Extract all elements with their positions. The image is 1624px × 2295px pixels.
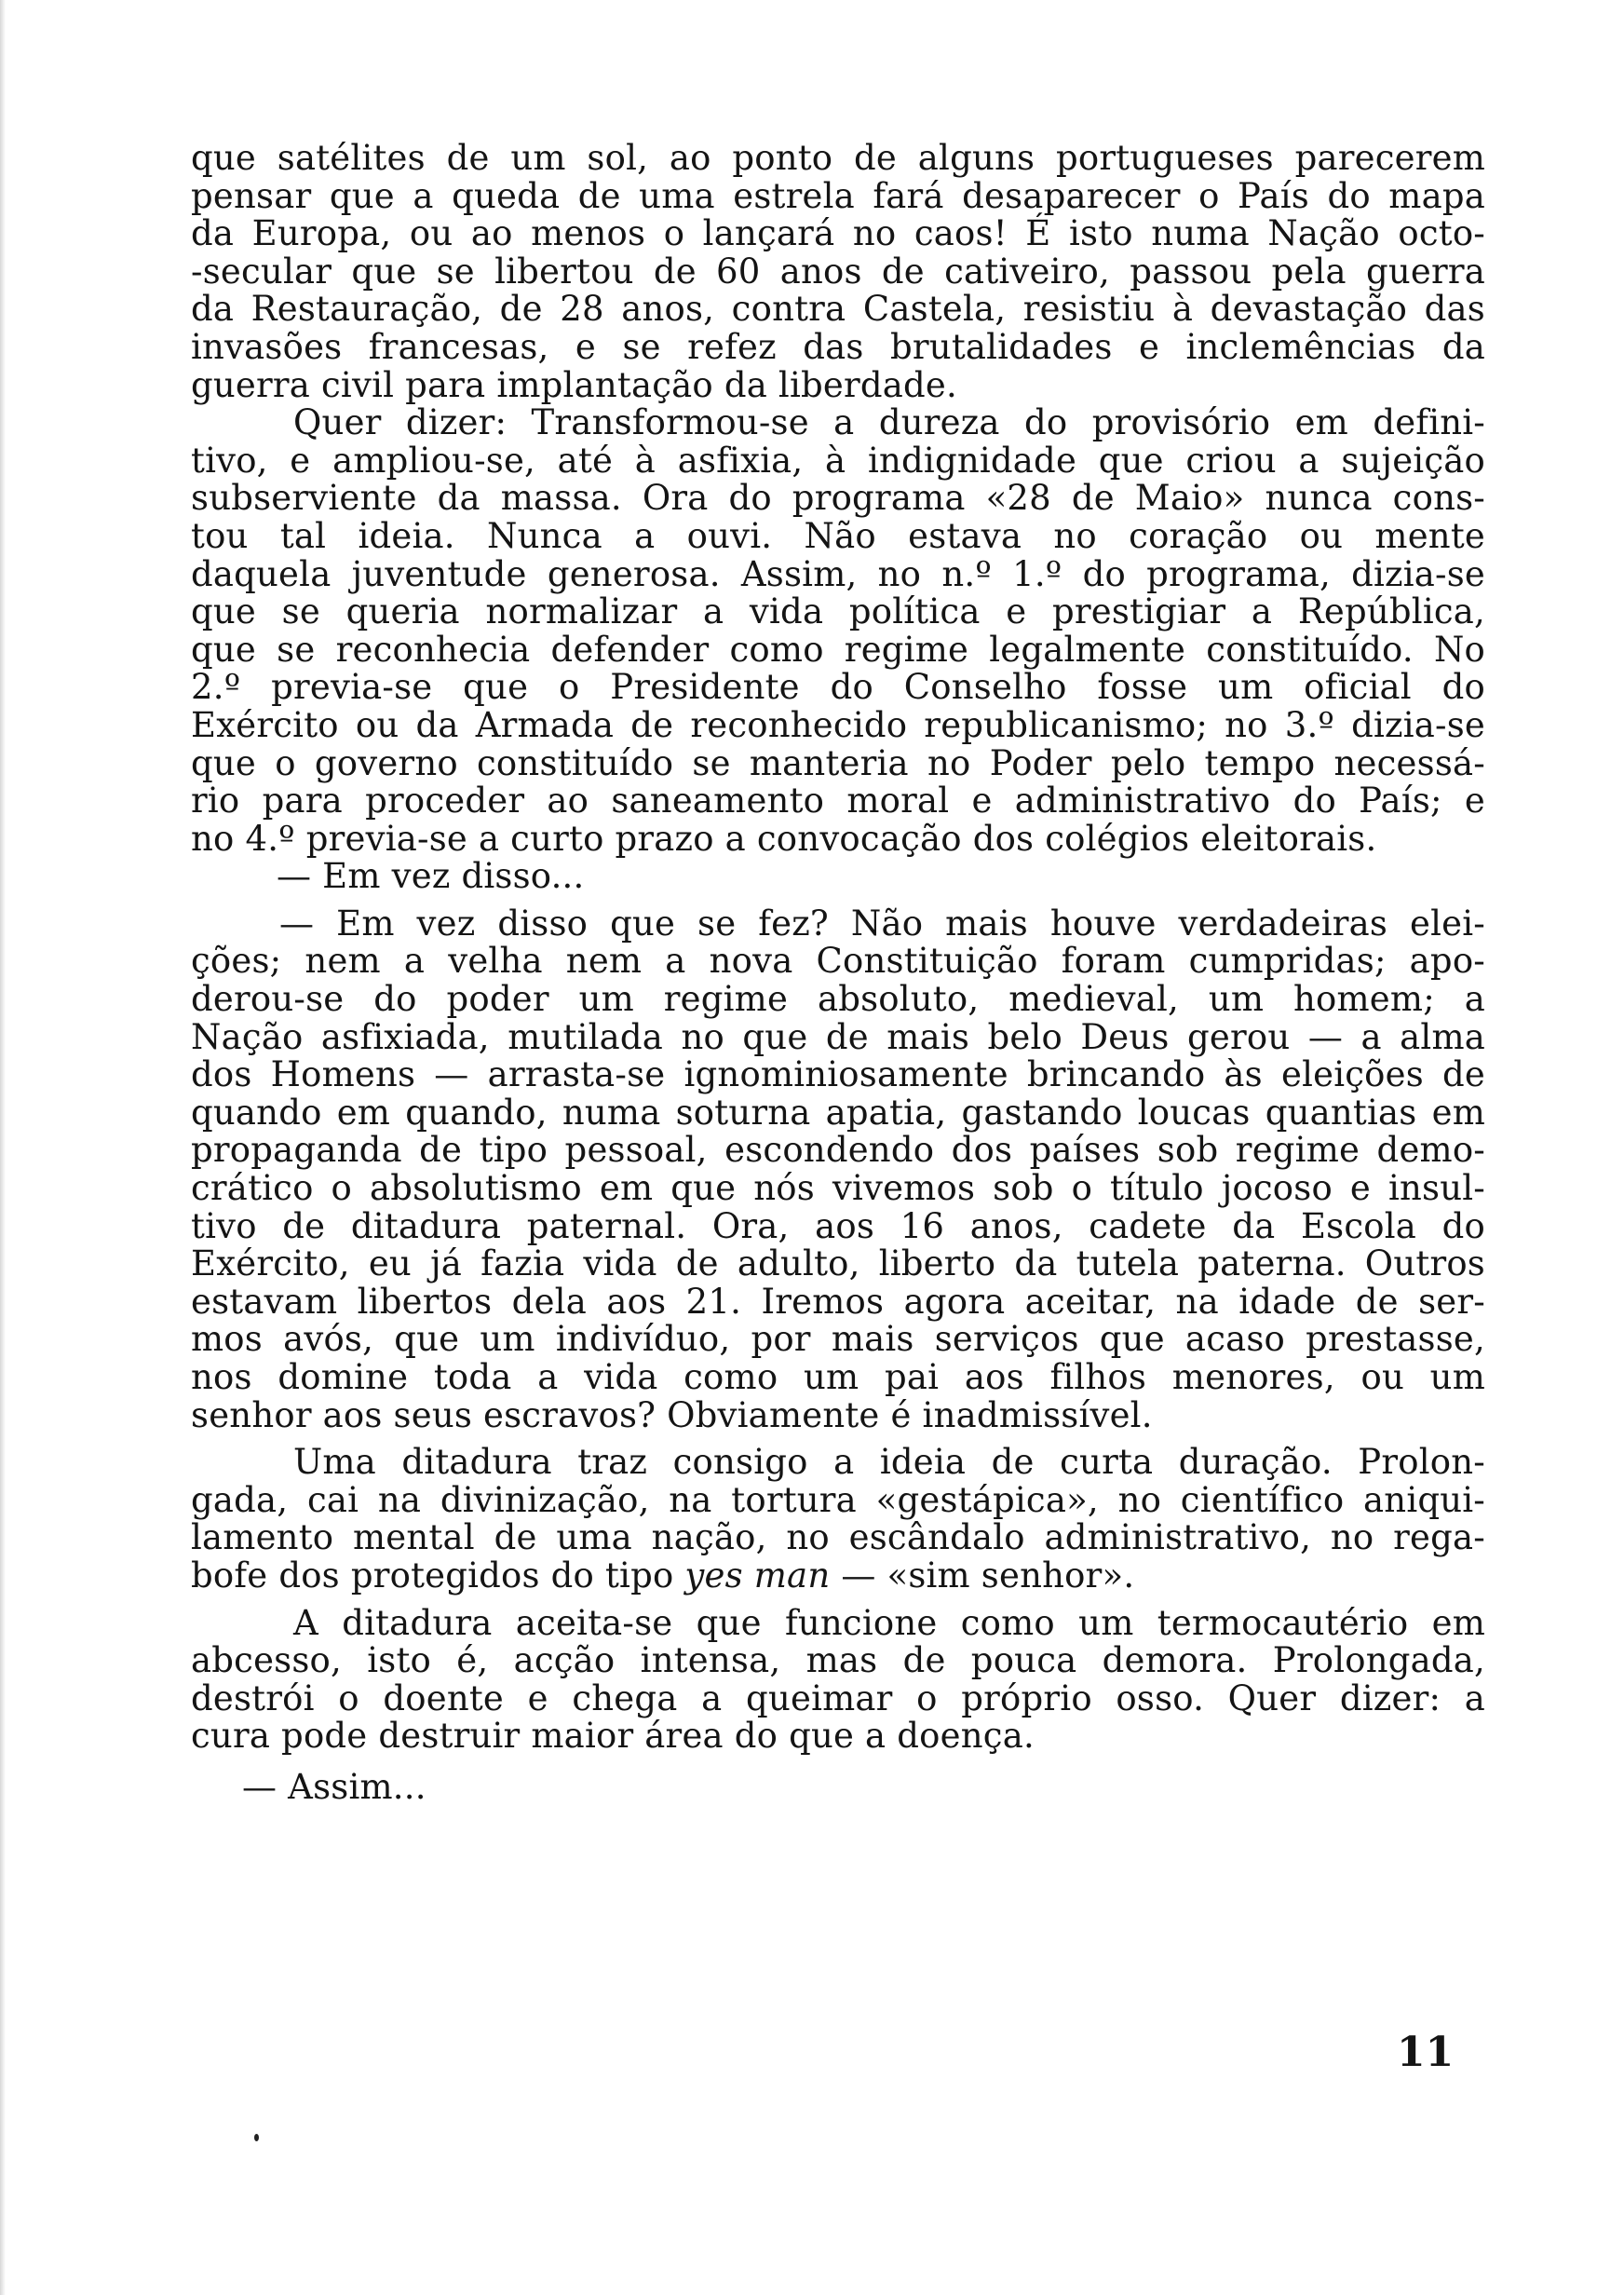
text-line: no 4.º previa-se a curto prazo a convocação dos colégios eleitorais. [191, 818, 1377, 859]
paragraph [191, 1602, 1485, 1757]
text-line: nos domine toda a vida como um pai aos filhos menores, ou um [191, 1357, 1485, 1397]
text-line: — Em vez disso... [277, 856, 585, 897]
text-line: Quer dizer: Transformou-se a dureza do provisório em defini- [293, 402, 1485, 443]
text-line: tou tal ideia. Nunca a ouvi. Não estava no coração ou mente [191, 515, 1485, 556]
text-line: 2.º previa-se que o Presidente do Conselho fosse um oficial do [191, 667, 1485, 708]
text-line: guerra civil para implantação da liberdade. [191, 364, 957, 405]
paragraph [191, 905, 1485, 1434]
text-line: crático o absolutismo em que nós vivemos sob o título jocoso e insul- [191, 1168, 1485, 1209]
text-line: quando em quando, numa soturna apatia, gastando loucas quantias em [191, 1092, 1485, 1133]
text-line: mos avós, que um indivíduo, por mais serviços que acaso prestasse, [191, 1319, 1485, 1360]
text-line: daquela juventude generosa. Assim, no n.º 1.º do programa, dizia-se [191, 553, 1485, 594]
text-line: propaganda de tipo pessoal, escondendo dos países sob regime demo- [191, 1130, 1485, 1171]
text-line: A ditadura aceita-se que funcione como um termocautério em [293, 1602, 1485, 1643]
text-line: que o governo constituído se manteria no Poder pelo tempo necessá- [191, 742, 1485, 783]
text-line: rio para proceder ao saneamento moral e administrativo do País; e [191, 781, 1485, 822]
paragraph [191, 404, 1485, 858]
text-line: subserviente da massa. Ora do programa «28 de Maio» nunca cons- [191, 478, 1485, 519]
text-line: — Assim... [242, 1766, 426, 1807]
text-line: Nação asfixiada, mutilada no que de mais belo Deus gerou — a alma [191, 1016, 1485, 1057]
text-line: da Restauração, de 28 anos, contra Castela, resistiu à devastação das [191, 289, 1485, 330]
text-line: derou-se do poder um regime absoluto, medieval, um homem; a [191, 979, 1485, 1020]
text-line: -secular que se libertou de 60 anos de cativeiro, passou pela guerra [191, 251, 1485, 292]
paragraph [191, 858, 1485, 896]
print-speck [254, 2134, 259, 2141]
page-number: 11 [1397, 2029, 1455, 2076]
text-line: abcesso, isto é, acção intensa, mas de pouca demora. Prolongada, [191, 1640, 1485, 1681]
text-line: tivo, e ampliou-se, até à asfixia, à indignidade que criou a sujeição [191, 440, 1485, 481]
body-text [191, 140, 1485, 1807]
text-line: Exército ou da Armada de reconhecido republicanismo; no 3.º dizia-se [191, 704, 1485, 745]
text-line: bofe dos protegidos do tipo yes man — «sim senhor». [191, 1555, 1135, 1596]
text-line: gada, cai na divinização, na tortura «gestápica», no científico aniqui- [191, 1479, 1485, 1520]
text-line: da Europa, ou ao menos o lançará no caos! É isto numa Nação octo- [191, 213, 1485, 254]
text-line: senhor aos seus escravos? Obviamente é inadmissível. [191, 1394, 1153, 1435]
paragraph [191, 140, 1485, 404]
text-line: que se reconhecia defender como regime legalmente constituído. No [191, 629, 1485, 670]
text-line: que se queria normalizar a vida política e prestigiar a República, [191, 591, 1485, 632]
text-line: destrói o doente e chega a queimar o próprio osso. Quer dizer: a [191, 1677, 1485, 1718]
text-line: pensar que a queda de uma estrela fará desaparecer o País do mapa [191, 175, 1485, 216]
text-line: tivo de ditadura paternal. Ora, aos 16 anos, cadete da Escola do [191, 1205, 1485, 1246]
text-line: lamento mental de uma nação, no escândalo administrativo, no rega- [191, 1517, 1485, 1558]
text-line: que satélites de um sol, ao ponto de alguns portugueses parecerem [191, 138, 1485, 178]
text-line: estavam libertos dela aos 21. Iremos agora aceitar, na idade de ser- [191, 1281, 1485, 1322]
page-edge [0, 0, 6, 2295]
text-line: Exército, eu já fazia vida de adulto, liberto da tutela paterna. Outros [191, 1243, 1485, 1284]
text-line: — Em vez disso que se fez? Não mais houve verdadeiras elei- [279, 903, 1485, 944]
text-line: dos Homens — arrasta-se ignominiosamente brincando às eleições de [191, 1054, 1485, 1095]
text-line: invasões francesas, e se refez das brutalidades e inclemências da [191, 326, 1485, 367]
paragraph [191, 1766, 1485, 1807]
paragraph [191, 1444, 1485, 1595]
text-line: Uma ditadura traz consigo a ideia de curta duração. Prolon- [293, 1442, 1485, 1483]
text-line: cura pode destruir maior área do que a doença. [191, 1716, 1035, 1757]
text-line: ções; nem a velha nem a nova Constituição foram cumpridas; apo- [191, 941, 1485, 982]
